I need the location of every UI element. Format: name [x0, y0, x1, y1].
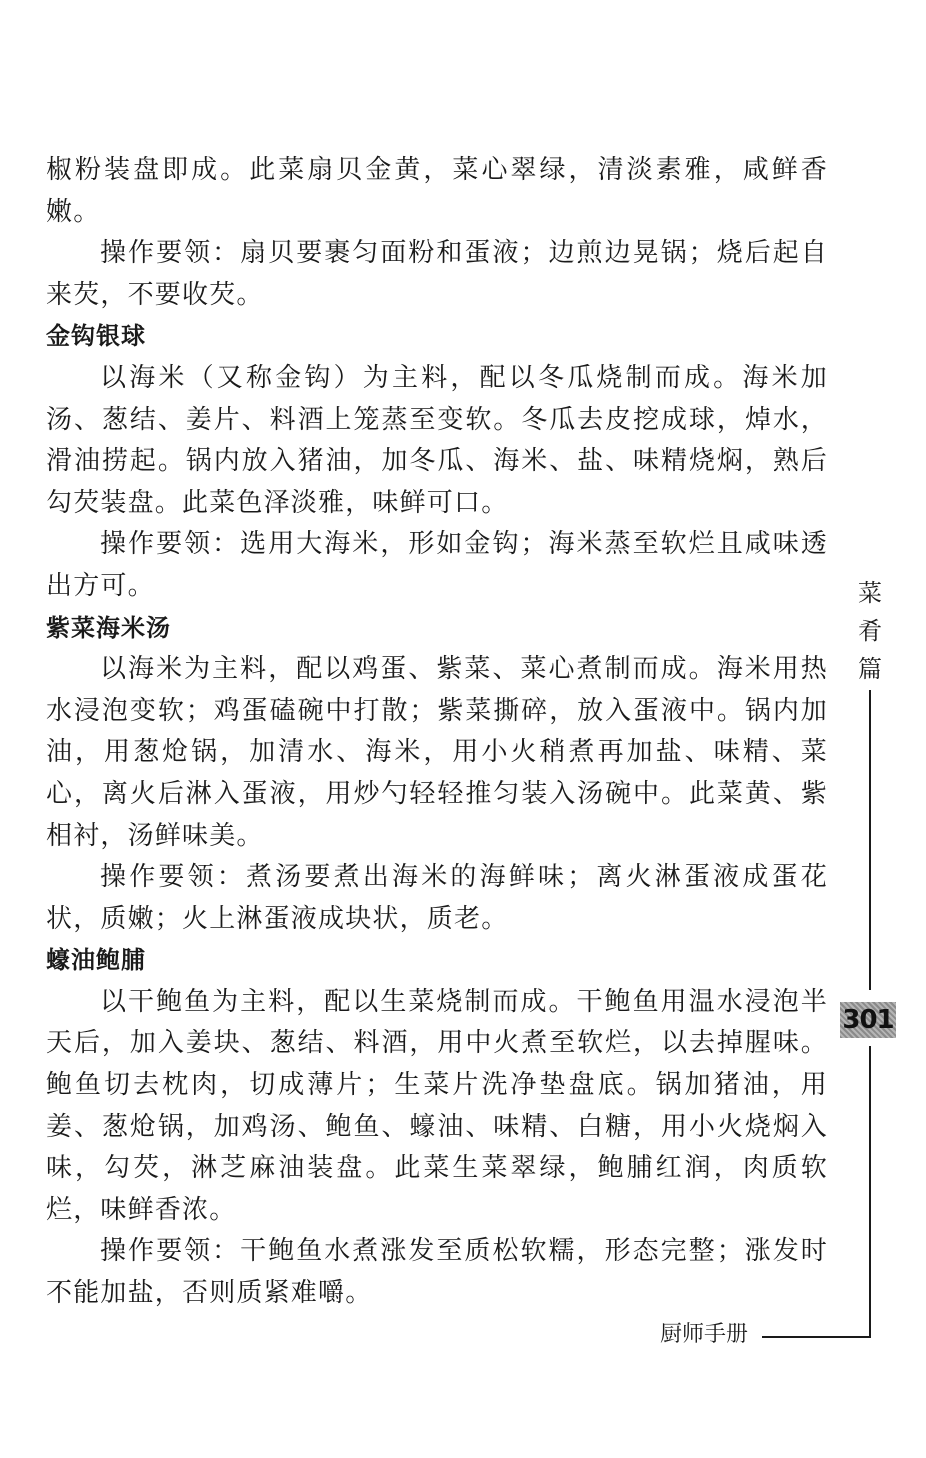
- recipe-title-golden-hook-silver-ball: 金钩银球: [46, 322, 146, 351]
- body-text: [46, 150, 828, 1315]
- footer-rule: [762, 1336, 871, 1338]
- margin-rule-top: [869, 690, 871, 990]
- paragraph-seaweed-soup-method: 以海米为主料，配以鸡蛋、紫菜、菜心煮制而成。海米用热水浸泡变软；鸡蛋磕碗中打散；紫菜撕碎，放入蛋液中。锅内加油，用葱炝锅，加清水、海米，用小火稍煮再加盐、味精、菜心，离火后淋入蛋液，用炒勺轻轻推匀装入汤碗中。此菜黄、紫相衬，汤鲜味美。: [46, 654, 828, 851]
- margin-rule-bottom: [869, 1046, 871, 1338]
- section-label-char: 篇: [858, 655, 882, 683]
- paragraph-abalone-method: 以干鲍鱼为主料，配以生菜烧制而成。干鲍鱼用温水浸泡半天后，加入姜块、葱结、料酒，用中火煮至软烂，以去掉腥味。鲍鱼切去枕肉，切成薄片；生菜片洗净垫盘底。锅加猪油，用姜、葱炝锅，加鸡汤、鲍鱼、蠔油、味精、白糖，用小火烧焖入味，勾芡，淋芝麻油装盘。此菜生菜翠绿，鲍脯红润，肉质软烂，味鲜香浓。: [46, 986, 828, 1225]
- section-label-char: 菜: [858, 579, 882, 607]
- paragraph-seaweed-soup-tips: 操作要领：煮汤要煮出海米的海鲜味；离火淋蛋液成蛋花状，质嫩；火上淋蛋液成块状，质老。: [46, 862, 828, 934]
- paragraph-golden-hook-tips: 操作要领：选用大海米，形如金钩；海米蒸至软烂且咸味透出方可。: [46, 529, 828, 601]
- page-number: 301: [840, 1002, 896, 1038]
- paragraph-golden-hook-method: 以海米（又称金钩）为主料，配以冬瓜烧制而成。海米加汤、葱结、姜片、料酒上笼蒸至变软。冬瓜去皮挖成球，焯水，滑油捞起。锅内放入猪油，加冬瓜、海米、盐、味精烧焖，熟后勾芡装盘。此菜色泽淡雅，味鲜可口。: [46, 362, 828, 518]
- running-footer-title: 厨师手册: [660, 1322, 749, 1347]
- section-label: [856, 574, 884, 688]
- paragraph-abalone-tips: 操作要领：干鲍鱼水煮涨发至质松软糯，形态完整；涨发时不能加盐，否则质紧难嚼。: [46, 1236, 828, 1309]
- section-label-char: 肴: [858, 617, 882, 645]
- paragraph-scallop-tips: 操作要领：扇贝要裹匀面粉和蛋液；边煎边晃锅；烧后起自来芡，不要收芡。: [46, 238, 828, 310]
- recipe-title-seaweed-shrimp-soup: 紫菜海米汤: [46, 613, 171, 642]
- paragraph-scallop-conclusion: 椒粉装盘即成。此菜扇贝金黄，菜心翠绿，清淡素雅，咸鲜香嫩。: [46, 155, 828, 227]
- recipe-title-oyster-sauce-abalone: 蠔油鲍脯: [46, 946, 146, 975]
